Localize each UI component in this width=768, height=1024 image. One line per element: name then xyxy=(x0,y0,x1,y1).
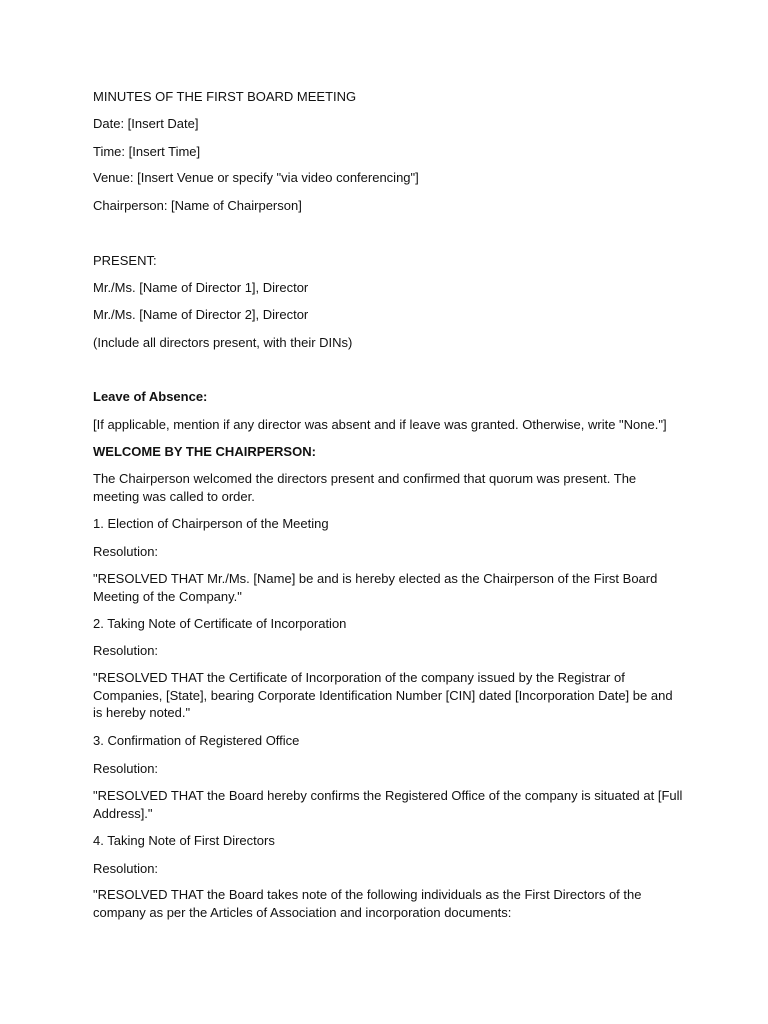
present-heading: PRESENT: xyxy=(93,253,157,268)
meeting-date: Date: [Insert Date] xyxy=(93,116,199,131)
present-note: (Include all directors present, with their DINs) xyxy=(93,335,353,350)
present-director-2: Mr./Ms. [Name of Director 2], Director xyxy=(93,307,309,322)
item-1-resolution-label: Resolution: xyxy=(93,544,159,559)
item-2-heading: 2. Taking Note of Certificate of Incorporation xyxy=(93,616,347,631)
item-4-resolution-text: "RESOLVED THAT the Board takes note of the following individuals as the First Directors of the company as per the Articles of Association and incorporation documents: xyxy=(93,887,642,920)
meeting-time: Time: [Insert Time] xyxy=(93,144,201,159)
item-3-resolution-text: "RESOLVED THAT the Board hereby confirms the Registered Office of the company is situated at [Full Address]." xyxy=(93,788,683,821)
item-1-heading: 1. Election of Chairperson of the Meeting xyxy=(93,516,329,531)
leave-heading: Leave of Absence: xyxy=(93,389,208,404)
present-director-1: Mr./Ms. [Name of Director 1], Director xyxy=(93,280,309,295)
leave-text: [If applicable, mention if any director was absent and if leave was granted. Otherwise, write "None."] xyxy=(93,417,667,432)
document-title: MINUTES OF THE FIRST BOARD MEETING xyxy=(93,89,357,104)
meeting-venue: Venue: [Insert Venue or specify "via video conferencing"] xyxy=(93,170,419,185)
item-3-resolution-label: Resolution: xyxy=(93,761,159,776)
item-4-resolution-label: Resolution: xyxy=(93,861,159,876)
welcome-text: The Chairperson welcomed the directors present and confirmed that quorum was present. The meeting was called to order. xyxy=(93,471,637,504)
meeting-chairperson: Chairperson: [Name of Chairperson] xyxy=(93,198,302,213)
item-1-resolution-text: "RESOLVED THAT Mr./Ms. [Name] be and is hereby elected as the Chairperson of the First Board Meeting of the Company." xyxy=(93,571,658,604)
item-3-heading: 3. Confirmation of Registered Office xyxy=(93,733,300,748)
welcome-heading: WELCOME BY THE CHAIRPERSON: xyxy=(93,444,316,459)
item-2-resolution-label: Resolution: xyxy=(93,643,159,658)
item-2-resolution-text: "RESOLVED THAT the Certificate of Incorporation of the company issued by the Registrar of Companies, [State], bearing Corporate Identification Number [CIN] dated [Incorporation Date] be and is hereby noted." xyxy=(93,670,673,720)
item-4-heading: 4. Taking Note of First Directors xyxy=(93,833,275,848)
